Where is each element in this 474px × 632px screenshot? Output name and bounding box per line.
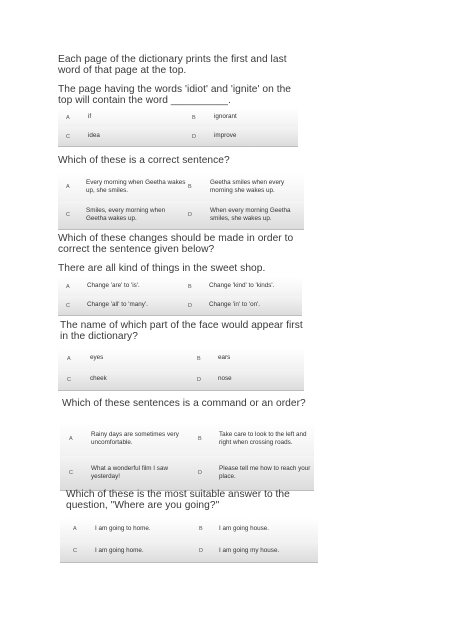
option-letter-d: D bbox=[188, 303, 192, 309]
option-c[interactable]: I am going home. bbox=[95, 546, 144, 554]
option-a[interactable]: Change 'are' to 'is'. bbox=[87, 282, 140, 290]
option-letter-b: B bbox=[198, 436, 202, 442]
option-letter-a: A bbox=[73, 526, 77, 532]
option-b[interactable]: Take care to look to the left and right when crossing roads. bbox=[219, 430, 307, 446]
question-4 bbox=[60, 320, 308, 342]
option-letter-c: C bbox=[67, 377, 71, 383]
question-2 bbox=[58, 155, 308, 166]
option-c[interactable]: What a wonderful film I saw yesterday! bbox=[91, 464, 168, 480]
option-letter-b: B bbox=[188, 184, 192, 190]
option-a[interactable]: if bbox=[88, 113, 92, 121]
option-a[interactable]: Rainy days are sometimes very uncomfortable. bbox=[91, 430, 179, 446]
option-c[interactable]: cheek bbox=[90, 375, 107, 383]
question-5-options bbox=[60, 422, 314, 491]
question-6-options bbox=[60, 518, 318, 563]
option-a[interactable]: I am going to home. bbox=[95, 524, 151, 532]
option-letter-d: D bbox=[198, 470, 202, 476]
option-d[interactable]: I am going my house. bbox=[219, 546, 280, 554]
option-letter-d: D bbox=[199, 548, 203, 554]
option-letter-c: C bbox=[73, 548, 77, 554]
question-4-text: The name of which part of the face would appear first in the dictionary? bbox=[60, 320, 303, 342]
option-b[interactable]: ears bbox=[218, 354, 231, 362]
option-letter-a: A bbox=[66, 115, 70, 121]
question-3-options bbox=[58, 277, 302, 316]
question-3-text-1: Which of these changes should be made in order to correct the sentence given below? bbox=[58, 233, 294, 255]
option-a[interactable]: eyes bbox=[90, 354, 104, 362]
option-c[interactable]: Smiles, every morning when Geetha wakes up. bbox=[86, 206, 166, 222]
question-5-text: Which of these sentences is a command or an order? bbox=[62, 398, 306, 409]
question-1 bbox=[58, 54, 308, 106]
option-b[interactable]: Geetha smiles when every morning she wakes up. bbox=[210, 178, 285, 194]
question-3 bbox=[58, 233, 308, 274]
option-letter-a: A bbox=[69, 436, 73, 442]
option-letter-a: A bbox=[66, 284, 70, 290]
question-3-text-2: There are all kind of things in the sweet shop. bbox=[58, 263, 266, 274]
option-d[interactable]: When every morning Geetha smiles, she wakes up. bbox=[210, 206, 291, 222]
option-letter-b: B bbox=[199, 526, 203, 532]
option-letter-c: C bbox=[69, 470, 73, 476]
question-1-text-1: Each page of the dictionary prints the first and last word of that page at the top. bbox=[58, 54, 287, 76]
option-letter-b: B bbox=[197, 356, 201, 362]
question-2-text: Which of these is a correct sentence? bbox=[58, 155, 230, 166]
option-c[interactable]: Change 'all' to 'many'. bbox=[87, 301, 148, 309]
question-6 bbox=[66, 489, 316, 511]
option-letter-a: A bbox=[67, 356, 71, 362]
option-letter-c: C bbox=[66, 212, 70, 218]
option-d[interactable]: Please tell me how to reach your place. bbox=[219, 464, 311, 480]
question-1-text-2: The page having the words 'idiot' and 'ignite' on the top will contain the word __________. bbox=[58, 84, 292, 106]
option-c[interactable]: idea bbox=[88, 132, 100, 140]
question-4-options bbox=[58, 348, 304, 391]
option-d[interactable]: Change 'in' to 'on'. bbox=[209, 301, 261, 309]
option-d[interactable]: improve bbox=[214, 132, 237, 140]
question-5 bbox=[62, 398, 310, 409]
question-2-options bbox=[58, 173, 304, 230]
option-d[interactable]: nose bbox=[218, 375, 232, 383]
option-letter-b: B bbox=[192, 115, 196, 121]
question-1-options bbox=[58, 108, 298, 147]
option-b[interactable]: ignorant bbox=[214, 113, 237, 121]
option-letter-c: C bbox=[66, 303, 70, 309]
question-6-text: Which of these is the most suitable answer to the question, "Where are you going?" bbox=[66, 489, 290, 511]
option-b[interactable]: I am going house. bbox=[219, 524, 270, 532]
option-letter-b: B bbox=[188, 284, 192, 290]
option-letter-d: D bbox=[188, 212, 192, 218]
option-letter-d: D bbox=[192, 134, 196, 140]
option-a[interactable]: Every morning when Geetha wakes up, she smiles. bbox=[86, 178, 186, 194]
option-letter-d: D bbox=[197, 377, 201, 383]
option-letter-a: A bbox=[66, 184, 70, 190]
option-b[interactable]: Change 'kind' to 'kinds'. bbox=[209, 282, 275, 290]
option-letter-c: C bbox=[66, 134, 70, 140]
